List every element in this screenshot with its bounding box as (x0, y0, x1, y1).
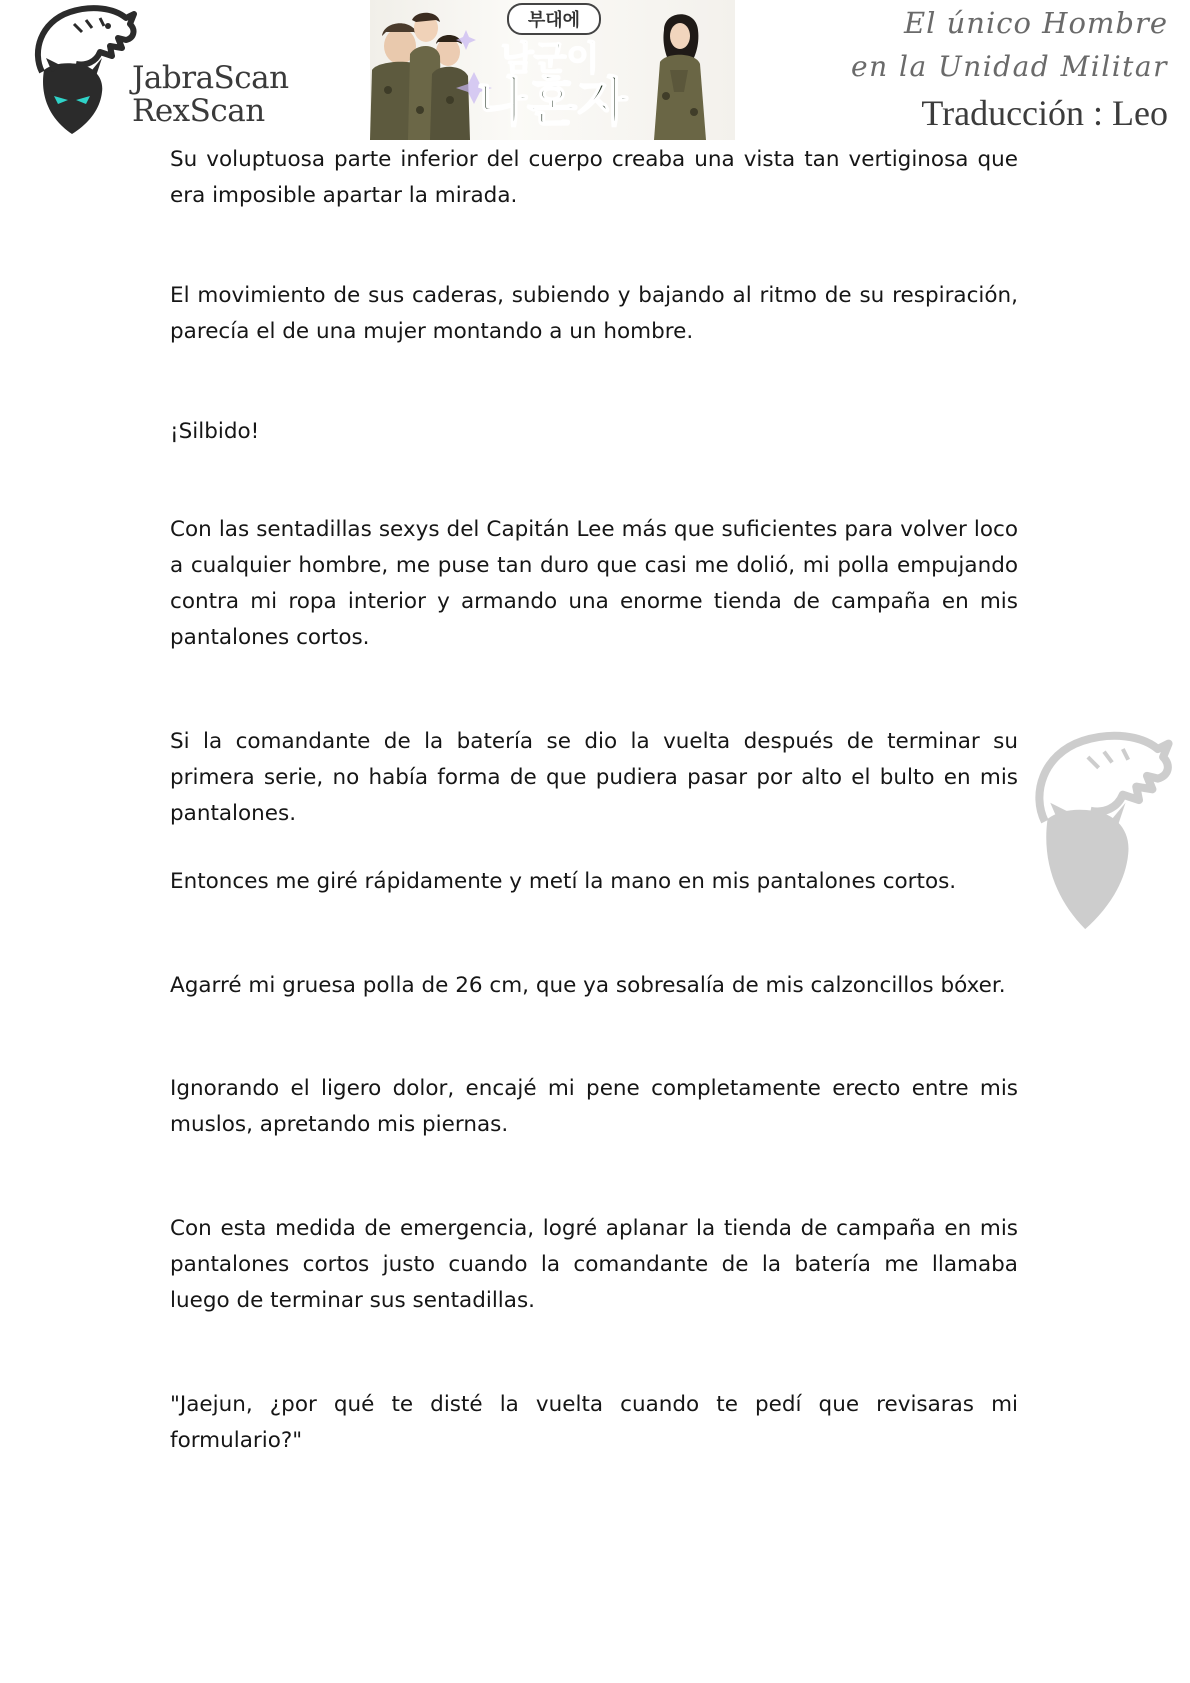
series-banner (370, 0, 735, 140)
dinosaur-watermark-icon (1018, 725, 1186, 945)
logo-line-jabrascan: JabraScan (132, 60, 289, 96)
banner-title-line2: 나혼자 (476, 73, 628, 133)
translator-credit: Traducción : Leo (921, 93, 1168, 133)
banner-small-title: 부대에 (527, 10, 581, 31)
paragraph: Con las sentadillas sexys del Capitán Lee más que suficientes para volver loco a cualquier hombre, me puse tan duro que casi me dolió, mi polla empujando contra mi ropa interior y armando una enorme tienda de campaña en mis pantalones cortos. (170, 517, 1018, 650)
paragraph: Con esta medida de emergencia, logré aplanar la tienda de campaña en mis pantalones cortos justo cuando la comandante de la batería me llamaba luego de terminar sus sentadillas. (170, 1216, 1018, 1313)
series-title-line1: El único Hombre (903, 6, 1168, 40)
logo-line-rexscan: RexScan (132, 93, 265, 129)
page-header (0, 0, 1190, 140)
paragraph: ¡Silbido! (170, 419, 260, 444)
paragraph: Si la comandante de la batería se dio la vuelta después de terminar su primera serie, no había forma de que pudiera pasar por alto el bulto en mis pantalones. (170, 729, 1018, 826)
paragraph: Agarré mi gruesa polla de 26 cm, que ya sobresalía de mis calzoncillos bóxer. (170, 973, 1006, 998)
soldier-characters-illustration (370, 13, 470, 140)
dinosaur-logo-icon (22, 2, 147, 138)
paragraph: El movimiento de sus caderas, subiendo y bajando al ritmo de su respiración, parecía el de una mujer montando a un hombre. (170, 283, 1018, 344)
paragraph: Entonces me giré rápidamente y metí la mano en mis pantalones cortos. (170, 869, 957, 894)
female-character-illustration (654, 14, 706, 140)
series-title-line2: en la Unidad Militar (851, 50, 1168, 83)
paragraph: "Jaejun, ¿por qué te disté la vuelta cuando te pedí que revisaras mi formulario?" (170, 1392, 1018, 1453)
paragraph: Su voluptuosa parte inferior del cuerpo creaba una vista tan vertiginosa que era imposible apartar la mirada. (170, 147, 1018, 208)
banner-title-line1: 남군이 (500, 39, 600, 79)
scan-group-name (132, 62, 289, 128)
paragraph: Ignorando el ligero dolor, encajé mi pene completamente erecto entre mis muslos, apretando mis piernas. (170, 1076, 1018, 1137)
series-title-korean (477, 4, 628, 133)
